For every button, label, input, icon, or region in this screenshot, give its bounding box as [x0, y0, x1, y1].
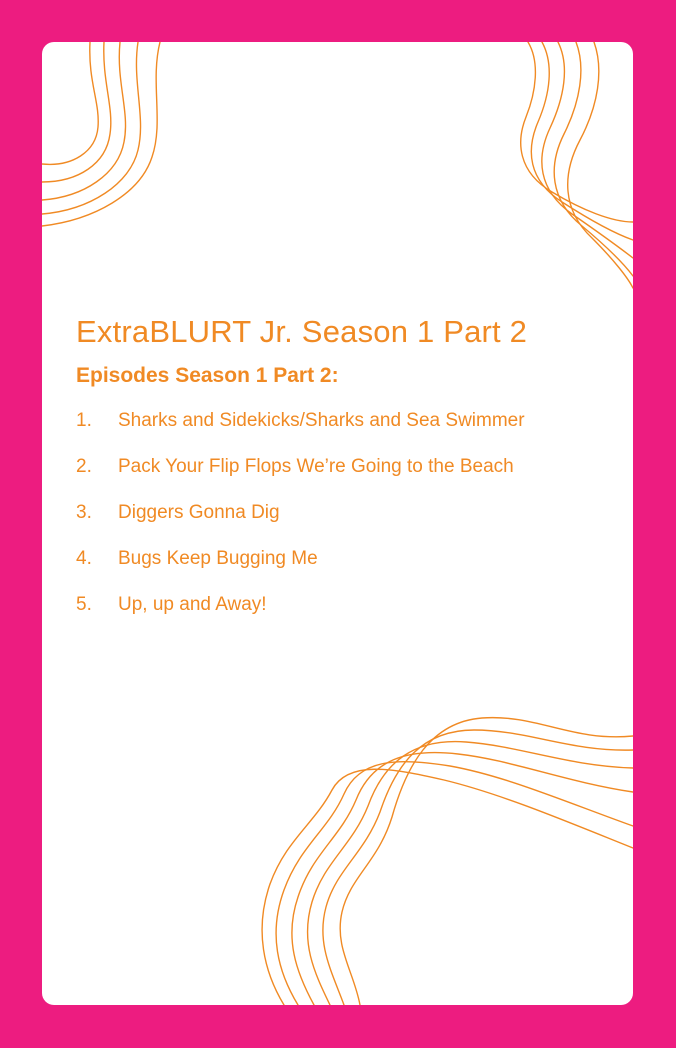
list-item: [76, 502, 525, 548]
list-item: [76, 548, 525, 594]
episode-number: 5.: [76, 594, 92, 615]
episode-title: Bugs Keep Bugging Me: [118, 548, 318, 569]
episodes-heading: Episodes Season 1 Part 2:: [76, 364, 339, 387]
wavy-lines-top-left: [42, 42, 160, 226]
wavy-lines-top-right: [521, 42, 633, 288]
episode-title: Diggers Gonna Dig: [118, 502, 280, 523]
episode-number: 1.: [76, 410, 92, 431]
episode-list: [76, 410, 525, 640]
list-item: [76, 410, 525, 456]
page-title: ExtraBLURT Jr. Season 1 Part 2: [76, 314, 528, 349]
wavy-lines-bottom-right: [262, 718, 633, 1005]
episode-title: Up, up and Away!: [118, 594, 267, 615]
episode-number: 3.: [76, 502, 92, 523]
episode-number: 4.: [76, 548, 92, 569]
episode-title: Pack Your Flip Flops We’re Going to the Beach: [118, 456, 514, 477]
episode-title: Sharks and Sidekicks/Sharks and Sea Swimmer: [118, 410, 525, 431]
content-card: [42, 42, 633, 1005]
list-item: [76, 594, 525, 640]
episode-number: 2.: [76, 456, 92, 477]
list-item: [76, 456, 525, 502]
